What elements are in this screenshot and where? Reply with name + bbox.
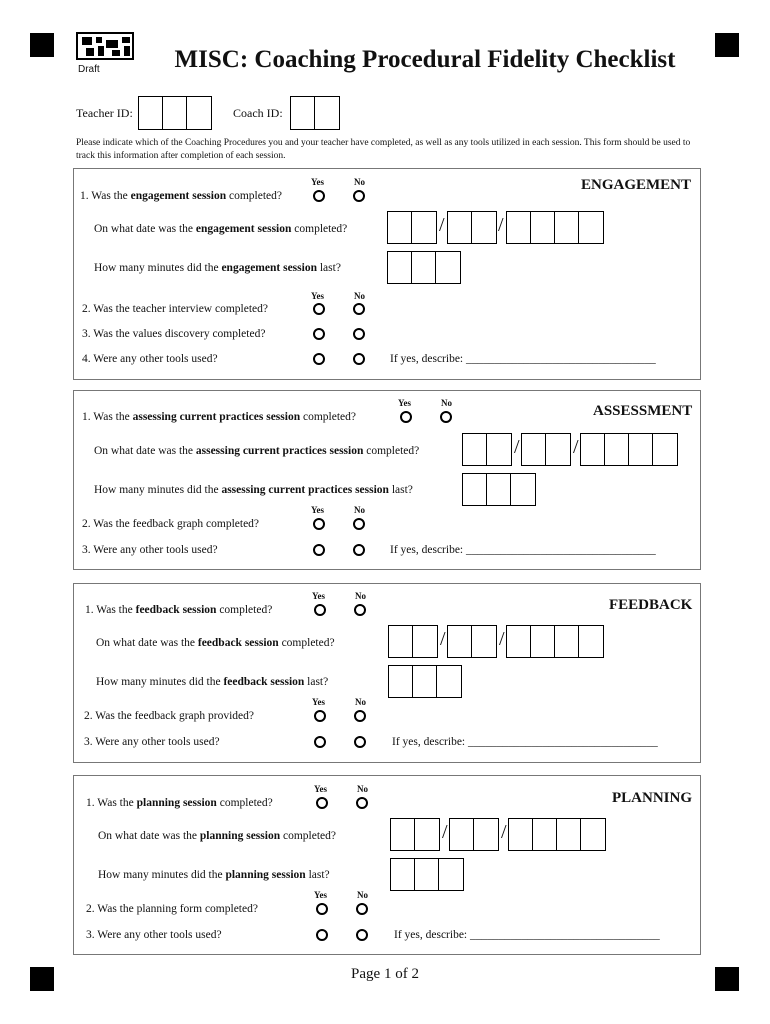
engagement-minutes-question: How many minutes did the engagement session last? [94, 262, 341, 274]
feedback-date-year-field[interactable] [506, 625, 604, 658]
assessment-minutes-field[interactable] [462, 473, 536, 506]
planning-date-day-field[interactable] [449, 818, 499, 851]
planning-q3-no-radio[interactable] [356, 929, 368, 941]
engagement-q3-yes-radio[interactable] [313, 328, 325, 340]
no-label: No [357, 890, 368, 900]
no-label: No [354, 291, 365, 301]
engagement-date-year-field[interactable] [506, 211, 604, 244]
planning-date-question: On what date was the planning session completed? [98, 830, 336, 842]
engagement-date-day-field[interactable] [447, 211, 497, 244]
yes-label: Yes [314, 890, 327, 900]
draft-label: Draft [78, 64, 100, 75]
assessment-date-month-field[interactable] [462, 433, 512, 466]
date-separator: / [514, 436, 520, 458]
engagement-q4-no-radio[interactable] [353, 353, 365, 365]
date-separator: / [440, 628, 446, 650]
date-separator: / [573, 436, 579, 458]
engagement-date-month-field[interactable] [387, 211, 437, 244]
feedback-q3-yes-radio[interactable] [314, 736, 326, 748]
planning-q1: 1. Was the planning session completed? [86, 797, 273, 809]
planning-q3: 3. Were any other tools used? [86, 929, 222, 941]
planning-q1-yes-radio[interactable] [316, 797, 328, 809]
yes-label: Yes [311, 177, 324, 187]
no-label: No [355, 697, 366, 707]
feedback-minutes-question: How many minutes did the feedback session last? [96, 676, 329, 688]
assessment-q3: 3. Were any other tools used? [82, 544, 218, 556]
planning-q1-no-radio[interactable] [356, 797, 368, 809]
engagement-q1-yes-radio[interactable] [313, 190, 325, 202]
feedback-date-month-field[interactable] [388, 625, 438, 658]
engagement-minutes-field[interactable] [387, 251, 461, 284]
feedback-q2: 2. Was the feedback graph provided? [84, 710, 255, 722]
engagement-q3-no-radio[interactable] [353, 328, 365, 340]
feedback-minutes-field[interactable] [388, 665, 462, 698]
date-separator: / [498, 214, 504, 236]
no-label: No [354, 177, 365, 187]
page-number: Page 1 of 2 [351, 966, 419, 982]
assessment-q1-yes-radio[interactable] [400, 411, 412, 423]
feedback-q2-yes-radio[interactable] [314, 710, 326, 722]
assessment-date-day-field[interactable] [521, 433, 571, 466]
yes-label: Yes [314, 784, 327, 794]
teacher-id-label: Teacher ID: [76, 106, 133, 120]
engagement-q2-yes-radio[interactable] [313, 303, 325, 315]
planning-describe-line[interactable]: If yes, describe: _________________________________ [394, 929, 660, 941]
coach-id-field[interactable] [290, 96, 340, 130]
planning-minutes-question: How many minutes did the planning session last? [98, 869, 330, 881]
assessment-q3-no-radio[interactable] [353, 544, 365, 556]
date-separator: / [499, 628, 505, 650]
yes-label: Yes [312, 591, 325, 601]
yes-label: Yes [312, 697, 325, 707]
assessment-section-title: ASSESSMENT [593, 403, 693, 419]
date-separator: / [442, 821, 448, 843]
planning-q3-yes-radio[interactable] [316, 929, 328, 941]
yes-label: Yes [311, 505, 324, 515]
planning-q2-yes-radio[interactable] [316, 903, 328, 915]
engagement-q1: 1. Was the engagement session completed? [80, 190, 283, 202]
assessment-q2: 2. Was the feedback graph completed? [82, 518, 260, 530]
assessment-minutes-question: How many minutes did the assessing current practices session last? [94, 484, 413, 496]
assessment-q3-yes-radio[interactable] [313, 544, 325, 556]
assessment-date-question: On what date was the assessing current practices session completed? [94, 445, 420, 457]
engagement-date-question: On what date was the engagement session completed? [94, 223, 348, 235]
planning-q2: 2. Was the planning form completed? [86, 903, 258, 915]
feedback-q1-no-radio[interactable] [354, 604, 366, 616]
engagement-q2: 2. Was the teacher interview completed? [82, 303, 268, 315]
instructions-text: Please indicate which of the Coaching Procedures you and your teacher have completed, as well as any tools utilized in each session. This form should be used to track this information after completion of each session. [76, 138, 691, 161]
feedback-q3-no-radio[interactable] [354, 736, 366, 748]
assessment-describe-line[interactable]: If yes, describe: _________________________________ [390, 544, 656, 556]
feedback-q3: 3. Were any other tools used? [84, 736, 220, 748]
page-title: MISC: Coaching Procedural Fidelity Checklist [174, 46, 676, 73]
feedback-q1-yes-radio[interactable] [314, 604, 326, 616]
feedback-date-question: On what date was the feedback session completed? [96, 637, 335, 649]
no-label: No [441, 398, 452, 408]
no-label: No [355, 591, 366, 601]
planning-minutes-field[interactable] [390, 858, 464, 891]
planning-section-title: PLANNING [612, 790, 693, 806]
yes-label: Yes [398, 398, 411, 408]
no-label: No [354, 505, 365, 515]
yes-label: Yes [311, 291, 324, 301]
engagement-describe-line[interactable]: If yes, describe: _________________________________ [390, 353, 656, 365]
assessment-q2-yes-radio[interactable] [313, 518, 325, 530]
feedback-q1: 1. Was the feedback session completed? [85, 604, 273, 616]
engagement-section-title: ENGAGEMENT [581, 177, 692, 193]
teacher-id-field[interactable] [138, 96, 212, 130]
engagement-q4-yes-radio[interactable] [313, 353, 325, 365]
planning-date-month-field[interactable] [390, 818, 440, 851]
engagement-q4: 4. Were any other tools used? [82, 353, 218, 365]
engagement-q3: 3. Was the values discovery completed? [82, 328, 266, 340]
planning-date-year-field[interactable] [508, 818, 606, 851]
feedback-q2-no-radio[interactable] [354, 710, 366, 722]
assessment-q2-no-radio[interactable] [353, 518, 365, 530]
assessment-date-year-field[interactable] [580, 433, 678, 466]
date-separator: / [501, 821, 507, 843]
engagement-q1-no-radio[interactable] [353, 190, 365, 202]
feedback-date-day-field[interactable] [447, 625, 497, 658]
planning-q2-no-radio[interactable] [356, 903, 368, 915]
assessment-q1-no-radio[interactable] [440, 411, 452, 423]
coach-id-label: Coach ID: [233, 106, 283, 120]
feedback-describe-line[interactable]: If yes, describe: _________________________________ [392, 736, 658, 748]
engagement-q2-no-radio[interactable] [353, 303, 365, 315]
date-separator: / [439, 214, 445, 236]
feedback-section-title: FEEDBACK [609, 597, 693, 613]
assessment-q1: 1. Was the assessing current practices session completed? [82, 411, 356, 423]
no-label: No [357, 784, 368, 794]
